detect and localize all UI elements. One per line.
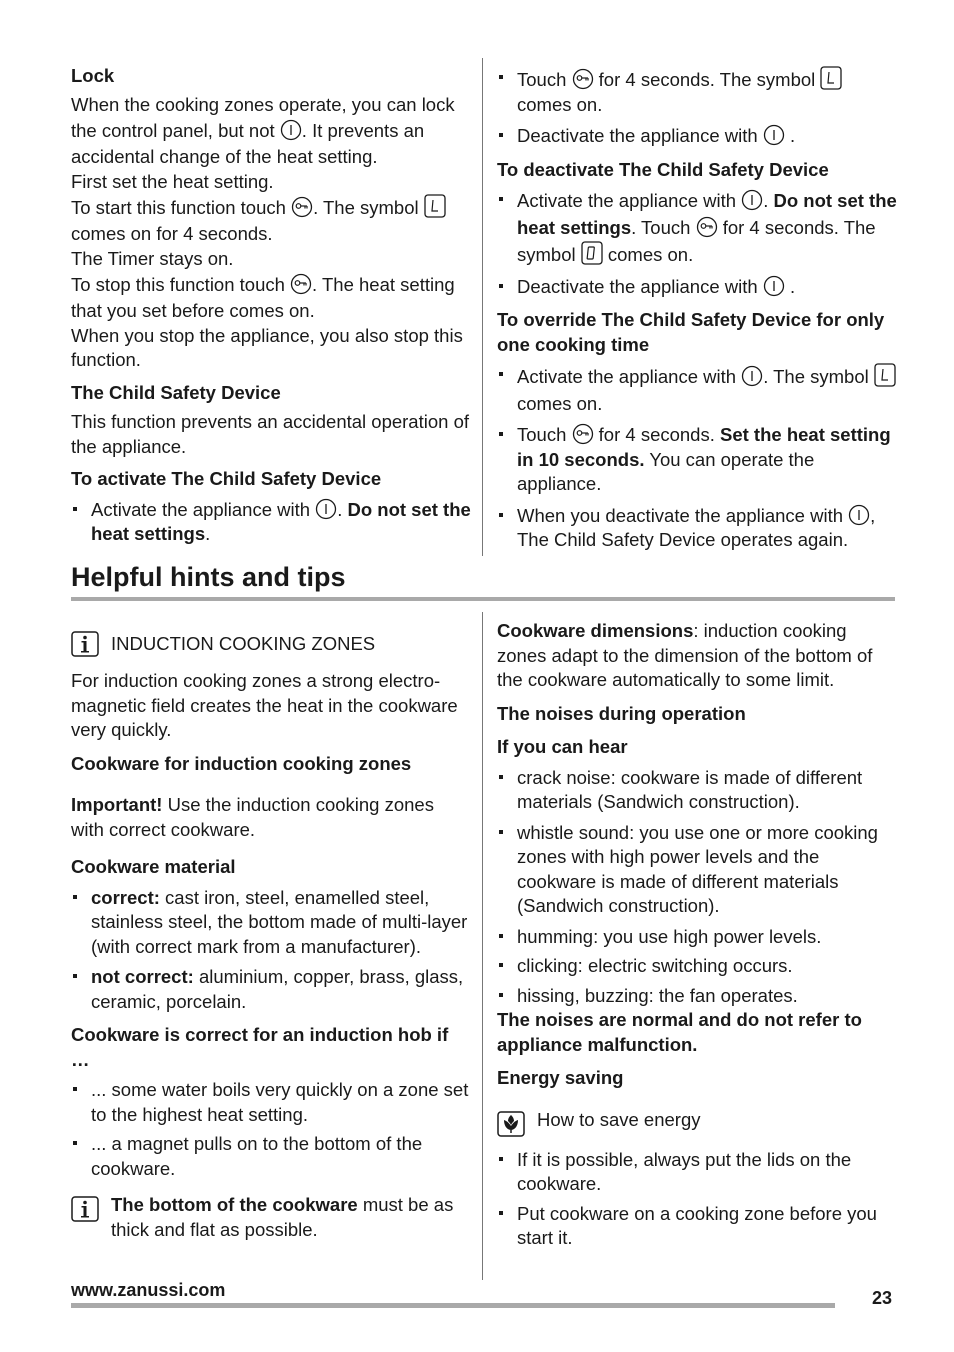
if-hear-title: If you can hear <box>497 736 628 757</box>
key-lock-icon <box>290 273 312 295</box>
list-item: whistle sound: you use one or more cooking zones with high power levels and the cookware is made of different materials (Sandwich construction). <box>497 821 897 919</box>
on-off-icon <box>741 365 763 387</box>
material-list <box>71 886 471 1015</box>
activate-title: To activate The Child Safety Device <box>71 468 382 489</box>
override-title: To override The Child Safety Device for only one cooking time <box>497 309 885 355</box>
lock-L-symbol-icon <box>424 194 446 218</box>
lock-paragraph-6: When you stop the appliance, you also stop this function. <box>71 324 463 370</box>
list-item: Activate the appliance with . Do not set the heat settings. <box>71 498 471 547</box>
info-icon <box>71 1196 99 1222</box>
cookware-dimensions: Cookware dimensions: induction cooking zones adapt to the dimension of the bottom of the cookware automatically to some limit. <box>497 620 873 690</box>
section-title-rule <box>71 597 895 601</box>
list-item: not correct: aluminium, copper, brass, glass, ceramic, porcelain. <box>71 965 471 1014</box>
list-item: When you deactivate the appliance with , The Child Safety Device operates again. <box>497 504 897 553</box>
correct-if-title: Cookware is correct for an induction hob if … <box>71 1024 449 1070</box>
list-item: Deactivate the appliance with . <box>497 275 897 300</box>
list-item: Activate the appliance with . The symbol comes on. <box>497 363 897 417</box>
energy-saving-leaf-icon <box>497 1111 525 1137</box>
lock-paragraph-3: To start this function touch . The symbol comes on for 4 seconds. <box>71 194 471 247</box>
section-title: Helpful hints and tips <box>71 562 346 592</box>
footer-url: www.zanussi.com <box>71 1280 226 1300</box>
list-item: ... some water boils very quickly on a zone set to the highest heat setting. <box>71 1078 471 1127</box>
list-item: clicking: electric switching occurs. <box>497 954 897 979</box>
lock-L-symbol-icon <box>820 66 842 90</box>
material-title: Cookware material <box>71 856 236 877</box>
deactivate-title: To deactivate The Child Safety Device <box>497 158 829 180</box>
list-item: Activate the appliance with . Do not set the heat settings. Touch for 4 seconds. The symbol comes on. <box>497 188 897 269</box>
lock-paragraph-2: First set the heat setting. <box>71 170 274 192</box>
list-item: ... a magnet pulls on to the bottom of the cookware. <box>71 1132 471 1181</box>
on-off-icon <box>763 275 785 297</box>
info-icon <box>71 631 99 657</box>
noises-title: The noises during operation <box>497 702 746 724</box>
energy-list <box>497 1148 897 1251</box>
child-lock-0-symbol-icon <box>581 241 603 265</box>
noise-list <box>497 766 897 1009</box>
list-item: hissing, buzzing: the fan operates. <box>497 984 897 1009</box>
noises-right-column <box>497 619 897 1251</box>
induction-description: For induction cooking zones a strong electro-magnetic field creates the heat in the cookware very quickly. <box>71 670 458 740</box>
footer-rule <box>71 1303 835 1308</box>
key-lock-icon <box>696 216 718 238</box>
list-item: crack noise: cookware is made of different materials (Sandwich construction). <box>497 766 897 815</box>
key-lock-icon <box>572 68 594 90</box>
deactivate-list <box>497 188 897 299</box>
induction-left-column <box>71 632 471 1242</box>
cookware-title: Cookware for induction cooking zones <box>71 752 412 774</box>
on-off-icon <box>763 124 785 146</box>
key-lock-icon <box>572 423 594 445</box>
key-lock-icon <box>291 196 313 218</box>
on-off-icon <box>280 119 302 141</box>
page-number: 23 <box>872 1288 893 1308</box>
on-off-icon <box>315 498 337 520</box>
correct-if-list <box>71 1078 471 1181</box>
list-item: humming: you use high power levels. <box>497 925 897 950</box>
child-safety-title: The Child Safety Device <box>71 381 281 403</box>
override-list <box>497 363 897 553</box>
lock-section <box>71 64 471 547</box>
energy-title: Energy saving <box>497 1067 624 1088</box>
list-item: If it is possible, always put the lids on the cookware. <box>497 1148 897 1197</box>
induction-info-box: INDUCTION COOKING ZONES <box>71 632 471 657</box>
bottom-info-box: The bottom of the cookware must be as thick and flat as possible. <box>71 1193 471 1242</box>
on-off-icon <box>848 504 870 526</box>
list-item: correct: cast iron, steel, enamelled steel, stainless steel, the bottom made of multi-layer (with correct mark from a manufacturer). <box>71 886 471 960</box>
list-item: Touch for 4 seconds. Set the heat setting in 10 seconds. You can operate the appliance. <box>497 423 897 497</box>
energy-info-box: How to save energy <box>497 1108 897 1137</box>
on-off-icon <box>741 189 763 211</box>
lock-title: Lock <box>71 65 115 86</box>
activate-list-continued <box>497 66 897 149</box>
lock-paragraph-1: When the cooking zones operate, you can lock the control panel, but not . It prevents an accidental change of the heat setting. <box>71 93 455 167</box>
lock-paragraph-5: To stop this function touch . The heat setting that you set before comes on. <box>71 273 455 321</box>
lock-paragraph-4: The Timer stays on. <box>71 248 234 269</box>
list-item: Deactivate the appliance with . <box>497 124 897 149</box>
important-note: Important! Use the induction cooking zones with correct cookware. <box>71 794 434 840</box>
noises-normal-note: The noises are normal and do not refer to appliance malfunction. <box>497 1009 862 1055</box>
activate-list <box>71 498 471 547</box>
child-safety-right-column <box>497 66 897 553</box>
list-item: Put cookware on a cooking zone before you start it. <box>497 1202 897 1251</box>
column-divider-bottom <box>482 612 483 1280</box>
lock-L-symbol-icon <box>874 363 896 387</box>
column-divider-top <box>482 58 483 556</box>
list-item: Touch for 4 seconds. The symbol comes on. <box>497 66 897 117</box>
child-safety-description: This function prevents an accidental operation of the appliance. <box>71 411 469 457</box>
